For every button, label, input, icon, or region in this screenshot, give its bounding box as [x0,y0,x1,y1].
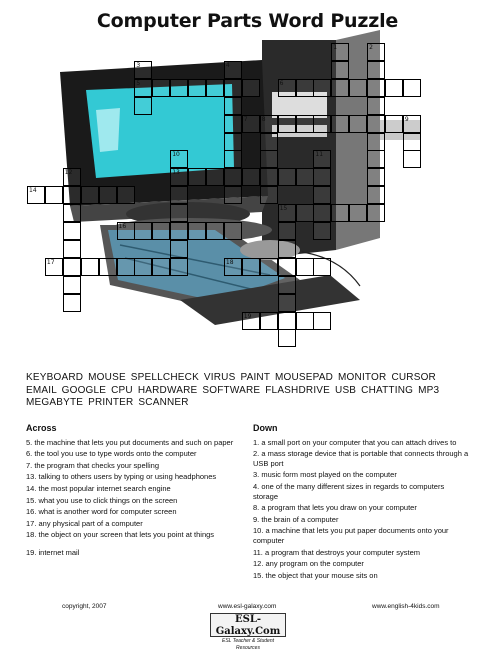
down-clues [253,424,471,582]
crossword-cell[interactable] [63,294,81,312]
clue-down: 15. the object that your mouse sits on [253,570,378,580]
across-clues [26,424,244,560]
clue-across: 7. the program that checks your spelling [26,460,159,470]
crossword-cell[interactable] [99,258,117,276]
clue-down: 10. a machine that lets you put paper documents onto your computer [253,526,449,545]
crossword-cell[interactable] [367,204,385,222]
crossword-cell[interactable] [367,61,385,79]
logo-tagline: ESL Teacher & Student Resources [222,638,274,651]
across-heading: Across [26,423,57,433]
crossword-cell[interactable] [206,222,224,240]
page-title: Computer Parts Word Puzzle [96,10,399,32]
crossword-cell[interactable] [331,79,349,97]
crossword-cell[interactable] [313,222,331,240]
crossword-cell[interactable] [278,168,296,186]
crossword-cell[interactable] [224,168,242,186]
crossword-cell[interactable] [242,168,260,186]
crossword-cell[interactable] [206,168,224,186]
crossword-cell[interactable] [152,222,170,240]
crossword-cell[interactable] [242,79,260,97]
clue-across: 6. the tool you use to type words onto the computer [26,449,197,459]
crossword-cell[interactable] [278,240,296,258]
clue-down: 12. any program on the computer [253,559,364,569]
crossword-cell[interactable] [260,150,278,168]
crossword-cell[interactable] [367,186,385,204]
clue-across: 5. the machine that lets you put documents and such on paper [26,437,234,447]
crossword-cell[interactable] [260,168,278,186]
clue-number: 2 [369,44,373,51]
crossword-cell[interactable] [313,115,331,133]
crossword-cell[interactable] [63,222,81,240]
clue-down: 1. a small port on your computer that you can attach drives to [253,437,457,447]
clue-number: 3 [136,61,141,69]
crossword-cell[interactable] [278,276,296,294]
crossword-cell[interactable] [331,204,349,222]
clue-across: 18. the object on your screen that lets you point at things [26,530,215,540]
clue-number: 17 [46,258,55,266]
crossword-cell[interactable] [367,79,385,97]
clue-number: 6 [279,79,284,87]
crossword-cell[interactable] [403,150,421,168]
site-link-left[interactable]: www.esl-galaxy.com [218,603,277,610]
crossword-cell[interactable] [224,115,242,133]
crossword-cell[interactable] [152,258,170,276]
crossword-cell[interactable] [117,258,135,276]
crossword-cell[interactable] [134,222,152,240]
clue-down: 4. one of the many different sizes in regards to computers storage [253,481,445,501]
clue-number: 12 [64,169,73,177]
clue-down: 11. a program that destroys your computer system [253,547,421,557]
crossword-cell[interactable] [296,168,314,186]
crossword-cell[interactable] [224,222,242,240]
clue-number: 8 [261,115,266,123]
copyright-text: copyright, 2007 [62,603,107,610]
crossword-cell[interactable] [296,79,314,97]
crossword-cell[interactable] [349,115,367,133]
crossword-cell[interactable] [385,79,403,97]
clue-across: 13. talking to others users by typing or using headphones [26,472,217,482]
crossword-cell[interactable] [385,115,403,133]
clue-number: 16 [118,223,127,230]
crossword-cell[interactable] [296,312,314,330]
crossword-cell[interactable] [367,133,385,151]
clue-across: 16. what is another word for computer screen [26,507,177,517]
clue-number: 14 [29,187,37,195]
crossword-cell[interactable] [170,79,188,97]
crossword-cell[interactable] [367,97,385,115]
crossword-cell[interactable] [260,258,278,276]
crossword-cell[interactable] [313,258,331,276]
crossword-cell[interactable] [313,204,331,222]
crossword-cell[interactable] [63,240,81,258]
crossword-cell[interactable] [63,276,81,294]
crossword-cell[interactable] [188,168,206,186]
crossword-cell[interactable] [188,222,206,240]
crossword-cell[interactable] [170,186,188,204]
crossword-cell[interactable] [349,204,367,222]
crossword-cell[interactable] [278,329,296,347]
crossword-cell[interactable] [278,312,296,330]
clue-number: 15 [279,205,288,213]
clue-down: 2. a mass storage device that is portable that connects through a USB port [253,449,469,468]
clue-down: 9. the brain of a computer [253,514,339,524]
crossword-cell[interactable] [134,97,152,115]
crossword-cell[interactable] [81,186,99,204]
crossword-cell[interactable] [278,115,296,133]
crossword-cell[interactable] [170,222,188,240]
clue-across: 14. the most popular internet search engine [26,483,171,493]
clue-number: 1 [333,44,338,51]
word-bank: KEYBOARD MOUSE SPELLCHECK VIRUS PAINT MOUSEPAD MONITOR CURSOR EMAIL GOOGLE CPU HARDWARE SOFTWARE FLASHDRIVE USB CHATTING MP3 MEGABYTE PRINTER SCANNER [26,372,440,408]
crossword-cell[interactable] [313,312,331,330]
crossword-cell[interactable] [278,294,296,312]
crossword-cell[interactable] [367,168,385,186]
crossword-cell[interactable] [224,186,242,204]
crossword-cell[interactable] [170,240,188,258]
crossword-cell[interactable] [296,115,314,133]
crossword-cell[interactable] [260,186,278,204]
crossword-cell[interactable] [45,186,63,204]
clue-number: 10 [172,151,180,159]
crossword-cell[interactable] [170,204,188,222]
crossword-cell[interactable] [224,97,242,115]
crossword-cell[interactable] [99,186,117,204]
crossword-cell[interactable] [296,204,314,222]
crossword-cell[interactable] [367,115,385,133]
crossword-cell[interactable] [188,79,206,97]
clue-down: 3. music form most played on the computer [253,470,397,480]
crossword-cell[interactable] [278,222,296,240]
clue-across: 17. any physical part of a computer [26,518,143,528]
crossword-cell[interactable] [260,312,278,330]
crossword-cell[interactable] [278,258,296,276]
site-link-right[interactable]: www.english-4kids.com [372,603,440,610]
clue-number: 11 [315,151,324,159]
clue-number: 4 [225,61,230,69]
crossword-cell[interactable] [313,79,331,97]
crossword-cell[interactable] [63,186,81,204]
crossword-cell[interactable] [260,133,278,151]
crossword-cell[interactable] [349,79,367,97]
crossword-cell[interactable] [63,258,81,276]
esl-galaxy-logo [210,613,286,651]
crossword-cell[interactable] [117,186,135,204]
down-heading: Down [253,423,278,433]
crossword-cell[interactable] [313,186,331,204]
logo-title: ESL-Galaxy.Com [215,614,281,637]
crossword-cell[interactable] [224,150,242,168]
clue-number: 7 [243,115,248,123]
crossword-cell[interactable] [170,258,188,276]
crossword-cell[interactable] [63,204,81,222]
crossword-cell[interactable] [152,79,170,97]
clue-across: 19. internet mail [26,547,80,557]
crossword-cell[interactable] [403,79,421,97]
clue-number: 13 [172,169,180,177]
crossword-cell[interactable] [134,258,152,276]
crossword-cell[interactable] [331,61,349,79]
clue-number: 5 [136,79,141,87]
crossword-cell[interactable] [403,133,421,151]
crossword-cell[interactable] [367,150,385,168]
crossword-cell[interactable] [224,133,242,151]
clue-across: 15. what you use to click things on the screen [26,495,178,505]
clue-number: 18 [225,258,234,266]
crossword-cell[interactable] [206,79,224,97]
crossword-cell[interactable] [331,115,349,133]
clue-number: 9 [404,115,409,123]
clue-down: 8. a program that lets you draw on your computer [253,503,417,513]
crossword-cell[interactable] [242,258,260,276]
crossword-cell[interactable] [296,258,314,276]
clue-number: 19 [243,312,252,320]
crossword-cell[interactable] [224,79,242,97]
crossword-cell[interactable] [81,258,99,276]
crossword-cell[interactable] [313,168,331,186]
